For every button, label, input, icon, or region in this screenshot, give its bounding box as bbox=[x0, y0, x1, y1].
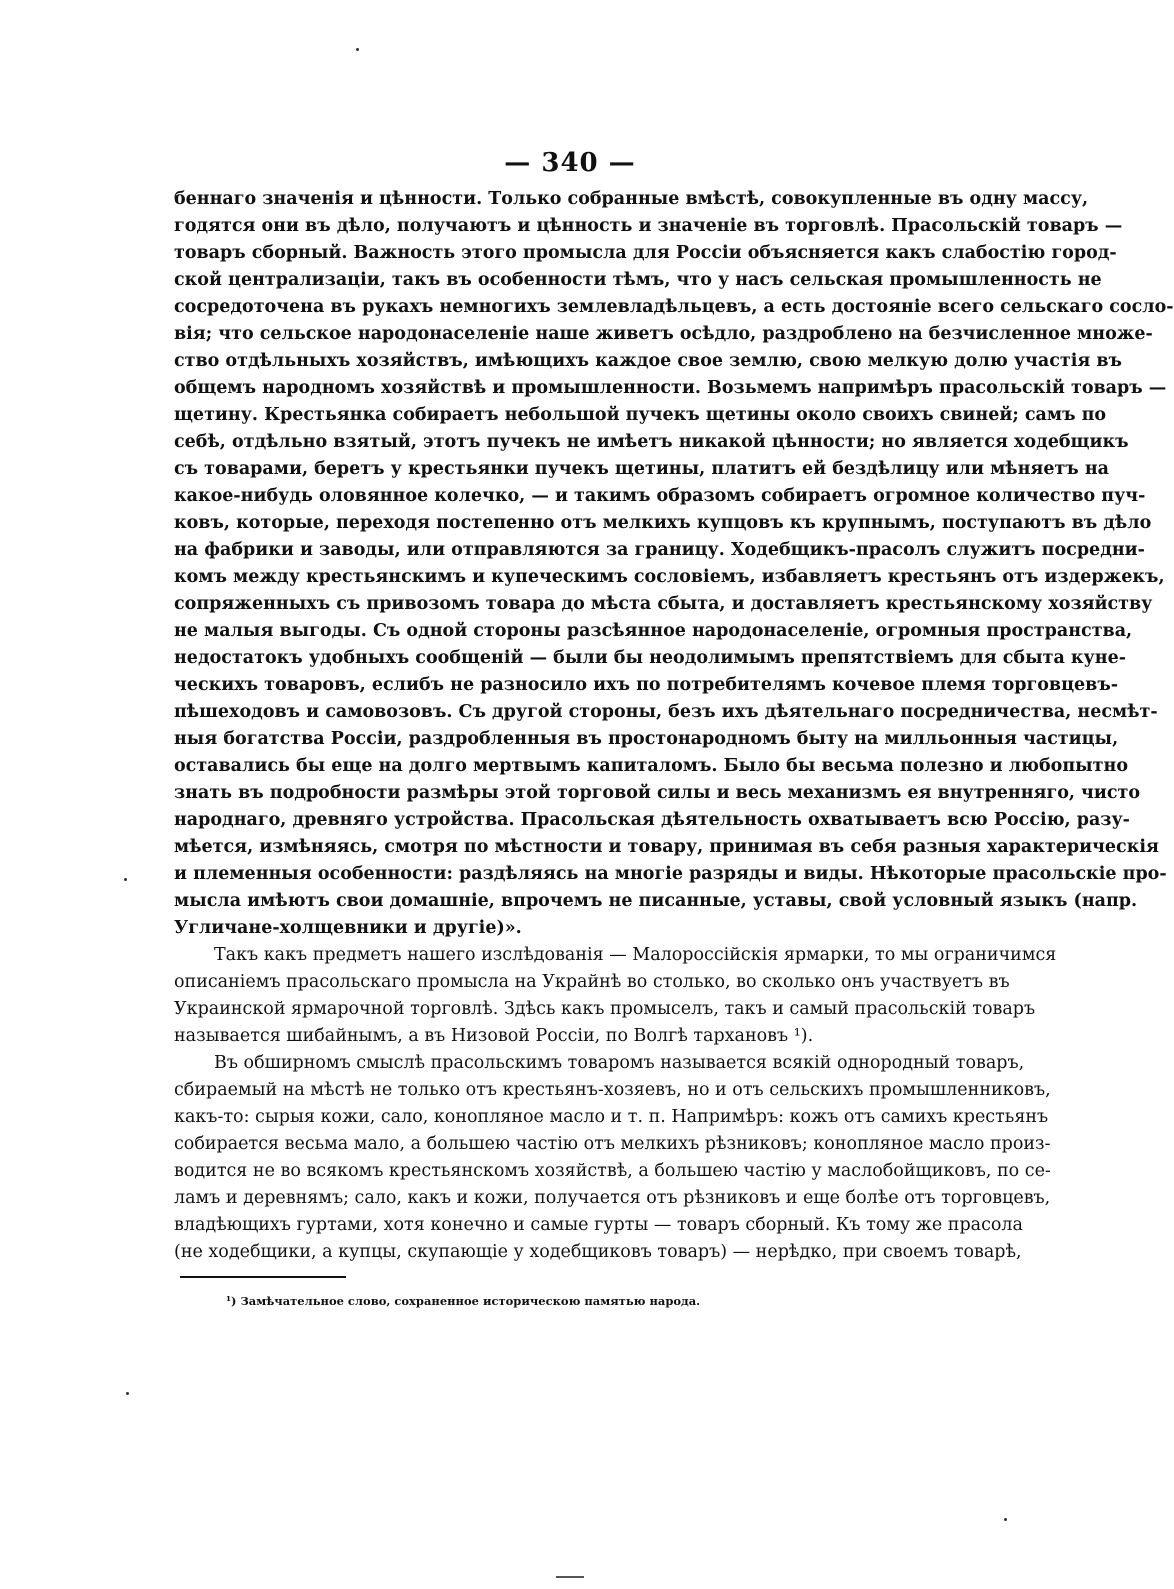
scan-speck bbox=[1004, 1518, 1007, 1521]
text-line: пѣшеходовъ и самовозовъ. Съ другой стороны, безъ ихъ дѣятельнаго посредничества, несмѣт- bbox=[174, 702, 1158, 722]
text-line: Украинской ярмарочной торговлѣ. Здѣсь какъ промыселъ, такъ и самый прасольскій товаръ bbox=[174, 999, 1036, 1019]
text-line: сосредоточена въ рукахъ немногихъ землевладѣльцевъ, а есть достояніе всего сельскаго сосло- bbox=[174, 297, 1174, 317]
text-line: называется шибайнымъ, а въ Низовой Россіи, по Волгѣ тархановъ ¹). bbox=[174, 1026, 814, 1046]
text-line: ковъ, которые, переходя постепенно отъ мелкихъ купцовъ къ крупнымъ, поступаютъ въ дѣло bbox=[174, 513, 1152, 533]
scan-speck bbox=[356, 48, 359, 51]
text-line: годятся они въ дѣло, получаютъ и цѣнность и значеніе въ торговлѣ. Прасольскій товаръ — bbox=[174, 216, 1123, 236]
text-line: не малыя выгоды. Съ одной стороны разсѣянное народонаселеніе, огромныя пространства, bbox=[174, 621, 1133, 641]
text-line: сбираемый на мѣстѣ не только отъ крестьянъ-хозяевъ, но и отъ сельскихъ промышленниковъ, bbox=[174, 1080, 1051, 1100]
text-line: сопряженныхъ съ привозомъ товара до мѣста сбыта, и доставляетъ крестьянскому хозяйству bbox=[174, 594, 1153, 614]
text-line: народнаго, древняго устройства. Прасольская дѣятельность охватываетъ всю Россію, разу- bbox=[174, 810, 1130, 830]
text-line: собирается весьма мало, а большею частію отъ мелкихъ рѣзниковъ; конопляное масло произ- bbox=[174, 1134, 1051, 1154]
scan-speck bbox=[126, 1392, 129, 1395]
scan-mark bbox=[556, 1576, 584, 1578]
text-line: какъ-то: сырыя кожи, сало, конопляное масло и т. п. Напримѣръ: кожъ отъ самихъ крестьянъ bbox=[174, 1107, 1049, 1127]
text-line: Въ обширномъ смыслѣ прасольскимъ товаромъ называется всякій однородный товаръ, bbox=[214, 1053, 1025, 1073]
text-line: ческихъ товаровъ, еслибъ не разносило ихъ по потребителямъ кочевое племя торговцевъ- bbox=[174, 675, 1119, 695]
text-line: ламъ и деревнямъ; сало, какъ и кожи, получается отъ рѣзниковъ и еще болѣе отъ торговцевъ, bbox=[174, 1188, 1051, 1208]
text-line: водится не во всякомъ крестьянскомъ хозяйствѣ, а большею частію у маслобойщиковъ, по се- bbox=[174, 1161, 1051, 1181]
page-number: — 340 — bbox=[504, 148, 636, 178]
text-line: (не ходебщики, а купцы, скупающіе у ходебщиковъ товаръ) — нерѣдко, при своемъ товарѣ, bbox=[174, 1242, 1022, 1262]
text-line: товаръ сборный. Важность этого промысла для Россіи объясняется какъ слабостію город- bbox=[174, 243, 1117, 263]
footnote: ¹) Замѣчательное слово, сохраненное историческою памятью народа. bbox=[226, 1294, 701, 1308]
text-line: описаніемъ прасольскаго промысла на Украйнѣ во столько, во сколько онъ участвуетъ въ bbox=[174, 972, 1010, 992]
text-line: ство отдѣльныхъ хозяйствъ, имѣющихъ каждое свое землю, свою мелкую долю участія въ bbox=[174, 351, 1122, 371]
text-line: ныя богатства Россіи, раздробленныя въ простонародномъ быту на милльонныя частицы, bbox=[174, 729, 1119, 749]
text-line: себѣ, отдѣльно взятый, этотъ пучекъ не имѣетъ никакой цѣнности; но является ходебщикъ bbox=[174, 432, 1129, 452]
text-line: общемъ народномъ хозяйствѣ и промышленности. Возьмемъ напримѣръ прасольскій товаръ — bbox=[174, 378, 1167, 398]
text-line: Такъ какъ предметъ нашего изслѣдованія — Малороссійскія ярмарки, то мы ограничимся bbox=[214, 945, 1057, 965]
text-line: на фабрики и заводы, или отправляются за границу. Ходебщикъ-прасолъ служитъ посредни- bbox=[174, 540, 1145, 560]
text-line: съ товарами, беретъ у крестьянки пучекъ щетины, платитъ ей бездѣлицу или мѣняетъ на bbox=[174, 459, 1109, 479]
text-line: мысла имѣютъ свои домашніе, впрочемъ не писанные, уставы, свой условный языкъ (напр. bbox=[174, 891, 1138, 911]
text-line: беннаго значенія и цѣнности. Только собранные вмѣстѣ, совокупленные въ одну массу, bbox=[174, 189, 1089, 209]
body-text bbox=[174, 186, 1174, 1266]
text-line: какое-нибудь оловянное колечко, — и такимъ образомъ собираетъ огромное количество пуч- bbox=[174, 486, 1146, 506]
text-line: недостатокъ удобныхъ сообщеній — были бы неодолимымъ препятствіемъ для сбыта куне- bbox=[174, 648, 1126, 668]
text-line: комъ между крестьянскимъ и купеческимъ сословіемъ, избавляетъ крестьянъ отъ издержекъ, bbox=[174, 567, 1165, 587]
text-line: щетину. Крестьянка собираетъ небольшой пучекъ щетины около своихъ свиней; самъ по bbox=[174, 405, 1107, 425]
text-line: вія; что сельское народонаселеніе наше живетъ осѣдло, раздроблено на безчисленное множе- bbox=[174, 324, 1153, 344]
text-line: знать въ подробности размѣры этой торговой силы и весь механизмъ ея внутренняго, чисто bbox=[174, 783, 1141, 803]
text-line: ской централизаціи, такъ въ особенности тѣмъ, что у насъ сельская промышленность не bbox=[174, 270, 1102, 290]
text-line: оставались бы еще на долго мертвымъ капиталомъ. Было бы весьма полезно и любопытно bbox=[174, 756, 1129, 776]
text-line: и племенныя особенности: раздѣляясь на многіе разряды и виды. Нѣкоторые прасольскіе про- bbox=[174, 864, 1167, 884]
scan-speck bbox=[124, 878, 127, 881]
text-line: владѣющихъ гуртами, хотя конечно и самые гурты — товаръ сборный. Къ тому же прасола bbox=[174, 1215, 1023, 1235]
footnote-divider bbox=[180, 1276, 346, 1278]
text-line: Угличане-холщевники и другіе)». bbox=[174, 918, 522, 938]
text-line: мѣется, измѣняясь, смотря по мѣстности и товару, принимая въ себя разныя характерическія bbox=[174, 837, 1159, 857]
